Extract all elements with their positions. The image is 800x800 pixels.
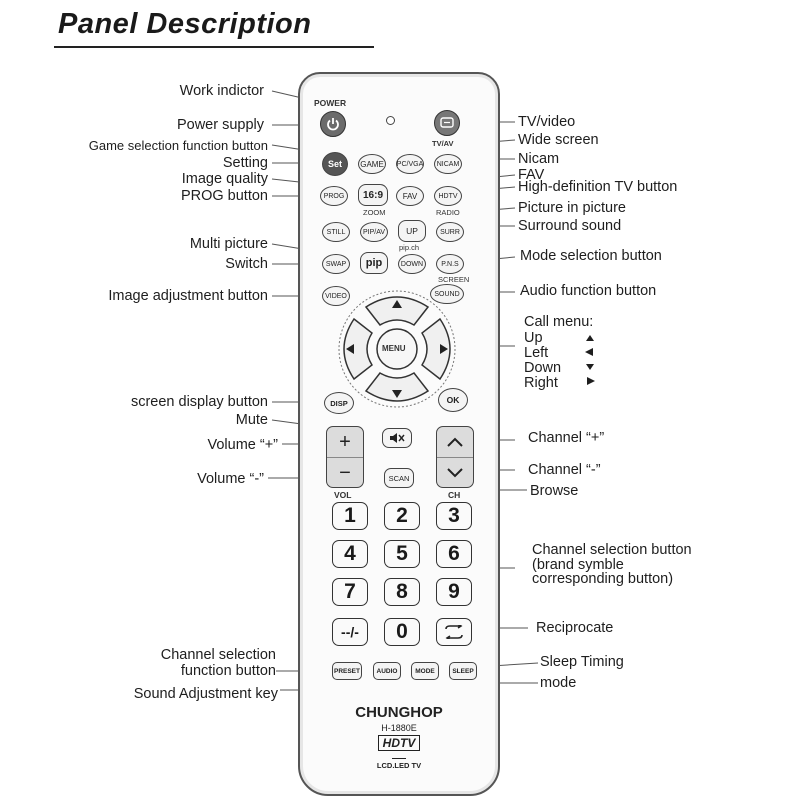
sound-button[interactable]: SOUND [430,284,464,304]
left-arrow-icon [585,348,593,356]
sleep-button[interactable]: SLEEP [449,662,477,680]
label-screen-display: screen display button [130,394,268,410]
label-nicam: Nicam [518,151,560,167]
label-tv-video: TV/video [518,114,576,130]
label-up: Up [524,330,543,346]
label-browse: Browse [530,483,579,499]
label-prog-button: PROG button [180,188,268,204]
label-switch: Switch [225,256,268,272]
ok-button[interactable]: OK [438,388,468,412]
page-title: Panel Description [58,8,312,40]
down-arrow-icon [586,364,594,370]
power-label: POWER [314,98,347,108]
pipav-button[interactable]: PIP/AV [360,222,388,242]
label-hdtv: High-definition TV button [518,179,678,195]
label-right: Right [524,375,558,391]
remote-control [298,72,500,796]
preset-button[interactable]: PRESET [332,662,362,680]
dash-button[interactable]: --/- [332,618,368,646]
recall-button[interactable] [436,618,472,646]
label-channel-select-line3: corresponding button) [532,571,674,587]
pip-button[interactable]: pip [360,252,388,274]
screen-label: SCREEN [438,275,470,284]
hdtv-logo-text: HDTV [378,735,421,751]
label-volume-plus: Volume “+” [207,437,278,453]
label-down: Down [524,360,562,376]
tv-stand-icon [392,754,406,759]
audio-button[interactable]: AUDIO [373,662,401,680]
vol-label: VOL [334,490,352,500]
right-arrow-icon [587,377,595,385]
label-channel-select-line2: (brand symble [532,557,624,573]
label-mode-selection: Mode selection button [520,248,662,264]
number-2-button[interactable]: 2 [384,502,420,530]
label-game-selection: Game selection function button [88,138,268,153]
zoom-label: ZOOM [363,208,386,217]
number-8-button[interactable]: 8 [384,578,420,606]
number-4-button[interactable]: 4 [332,540,368,568]
tv-type-label: LCD.LED TV [376,761,422,770]
label-mute: Mute [235,412,268,428]
channel-down-button[interactable] [437,457,473,488]
up-button[interactable]: UP [398,220,426,242]
number-3-button[interactable]: 3 [436,502,472,530]
volume-rocker [326,426,364,488]
number-6-button[interactable]: 6 [436,540,472,568]
pns-button[interactable]: P.N.S [436,254,464,274]
nicam-button[interactable]: NICAM [434,154,462,174]
pipch-label: pip.ch [399,243,420,252]
tv-av-button[interactable] [434,110,460,136]
volume-up-button[interactable]: + [339,430,351,453]
fav-button[interactable]: FAV [396,186,424,206]
power-button[interactable] [320,111,346,137]
label-image-quality: Image quality [181,171,268,187]
recall-icon [443,625,465,639]
label-reciprocate: Reciprocate [536,620,614,636]
label-surround: Surround sound [518,218,622,234]
ratio-button[interactable]: 16:9 [358,184,388,206]
prog-button[interactable]: PROG [320,186,348,206]
volume-down-button[interactable]: − [327,457,363,488]
pcvga-button[interactable]: PC/VGA [396,154,424,174]
label-work-indicator: Work indictor [179,83,264,99]
label-sound-adjustment: Sound Adjustment key [133,686,278,702]
surr-button[interactable]: SURR [436,222,464,242]
chevron-up-icon [447,437,463,447]
tv-icon [440,117,454,129]
label-volume-minus: Volume “-” [197,471,264,487]
label-power-supply: Power supply [176,117,264,133]
game-button[interactable]: GAME [358,154,386,174]
label-wide-screen: Wide screen [518,132,599,148]
label-audio-function: Audio function button [520,283,657,299]
label-setting: Setting [222,155,268,171]
model-number: H-1880E [381,723,417,733]
power-icon [326,117,340,131]
up-arrow-icon [586,335,594,341]
label-left: Left [524,345,549,361]
number-5-button[interactable]: 5 [384,540,420,568]
mute-icon [389,432,405,444]
label-sleep-timing: Sleep Timing [540,654,624,670]
ch-label: CH [448,490,461,500]
scan-button[interactable]: SCAN [384,468,414,488]
menu-button-label: MENU [382,344,406,353]
chevron-down-icon [447,468,463,478]
label-pip: Picture in picture [518,200,626,216]
label-call-menu: Call menu: [524,314,594,330]
radio-label: RADIO [436,208,460,217]
down-button[interactable]: DOWN [398,254,426,274]
label-channel-plus: Channel “+” [528,430,605,446]
number-7-button[interactable]: 7 [332,578,368,606]
tvav-label: TV/AV [432,139,454,148]
label-channel-minus: Channel “-” [528,462,601,478]
number-1-button[interactable]: 1 [332,502,368,530]
label-fav: FAV [518,167,545,183]
swap-button[interactable]: SWAP [322,254,350,274]
label-mode: mode [540,675,577,691]
brand-logo: CHUNGHOP [355,704,443,721]
number-9-button[interactable]: 9 [436,578,472,606]
label-channel-select-line1: Channel selection button [532,542,692,558]
hdtv-button[interactable]: HDTV [434,186,462,206]
mute-button[interactable] [382,428,412,448]
label-multi-picture: Multi picture [189,236,268,252]
set-button[interactable]: Set [322,152,348,176]
disp-button[interactable]: DISP [324,392,354,414]
mode-button[interactable]: MODE [411,662,439,680]
hdtv-logo [300,734,498,752]
still-button[interactable]: STILL [322,222,350,242]
video-button[interactable]: VIDEO [322,286,350,306]
label-image-adjustment: Image adjustment button [108,288,268,304]
label-channel-selection-function-line2: function button [180,663,276,679]
channel-rocker [436,426,474,488]
label-channel-selection-function-line1: Channel selection [160,647,276,663]
channel-up-button[interactable] [437,427,473,457]
number-0-button[interactable]: 0 [384,618,420,646]
work-indicator-led [386,116,395,125]
